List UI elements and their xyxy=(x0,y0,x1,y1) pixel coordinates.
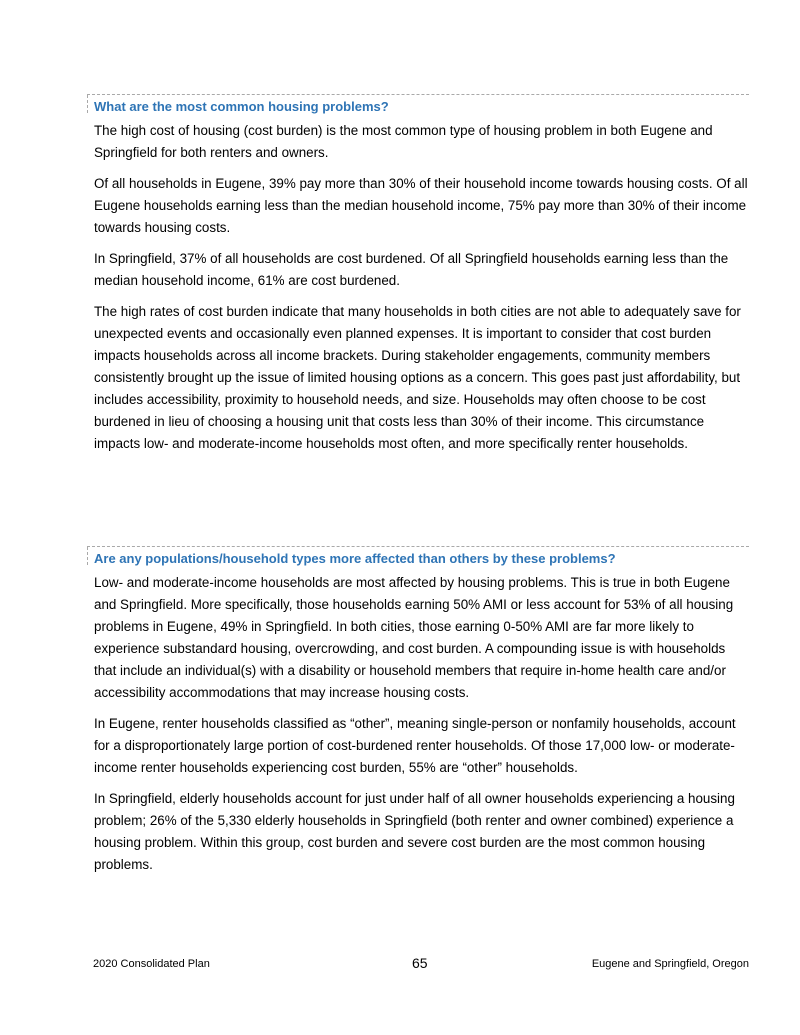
paragraph: In Springfield, 37% of all households are cost burdened. Of all Springfield households earning less than the median household income, 61% are cost burdened. xyxy=(94,251,729,288)
paragraph: The high rates of cost burden indicate that many households in both cities are not able to adequately save for unexpected events and occasionally even planned expenses. It is important to consider that cost burden impacts households across all income brackets. During stakeholder engagements, community members consistently brought up the issue of limited housing options as a concern. This goes past just affordability, but includes accessibility, proximity to household needs, and size. Households may often choose to be cost burdened in lieu of choosing a housing unit that costs less than 30% of their income. This circumstance impacts low- and moderate-income households most often, and more specifically renter households. xyxy=(94,304,741,451)
section-populations-affected xyxy=(87,546,749,876)
section-common-housing-problems xyxy=(87,94,749,455)
page-footer xyxy=(93,956,749,974)
paragraph: Low- and moderate-income households are most affected by housing problems. This is true in both Eugene and Springfield. More specifically, those households earning 50% AMI or less account for 53% of all housing problems in Eugene, 49% in Springfield. In both cities, those earning 0-50% AMI are far more likely to experience substandard housing, overcrowding, and cost burden. A compounding issue is with households that include an individual(s) with a disability or household members that require in-home health care and/or accessibility accommodations that may increase housing costs. xyxy=(94,575,734,700)
paragraph: Of all households in Eugene, 39% pay more than 30% of their household income towards housing costs. Of all Eugene households earning less than the median household income, 75% pay more than 30% of their income towards housing costs. xyxy=(94,176,748,235)
footer-document-title: 2020 Consolidated Plan xyxy=(93,958,210,970)
footer-jurisdiction: Eugene and Springfield, Oregon xyxy=(591,958,749,970)
section-question: What are the most common housing problems? xyxy=(94,99,389,114)
paragraph: The high cost of housing (cost burden) is the most common type of housing problem in both Eugene and Springfield for both renters and owners. xyxy=(94,123,713,160)
section-question: Are any populations/household types more affected than others by these problems? xyxy=(94,551,616,566)
page-number: 65 xyxy=(412,955,428,971)
paragraph: In Springfield, elderly households account for just under half of all owner households experiencing a housing problem; 26% of the 5,330 elderly households in Springfield (both renter and owner combined) experience a housing problem. Within this group, cost burden and severe cost burden are the most common housing problems. xyxy=(94,791,735,872)
paragraph: In Eugene, renter households classified as “other”, meaning single-person or nonfamily households, account for a disproportionately large portion of cost-burdened renter households. Of those 17,000 low- or moderate-income renter households experiencing cost burden, 55% are “other” households. xyxy=(94,716,736,775)
